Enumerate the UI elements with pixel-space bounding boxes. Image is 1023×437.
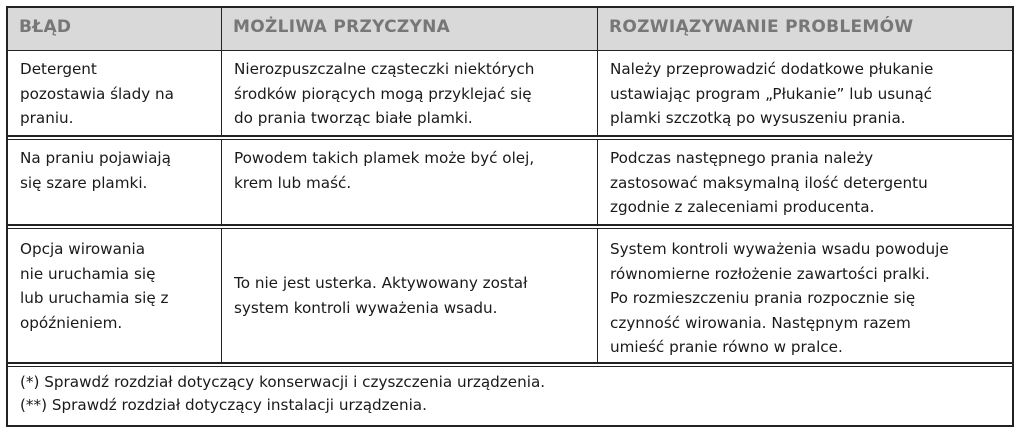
footnotes	[8, 363, 1012, 425]
row-cause: Nierozpuszczalne cząsteczki niektórych środków piorących mogą przyklejać się do prania tworząc białe plamki.	[222, 51, 598, 135]
header-error: BŁĄD	[8, 8, 222, 50]
header-cause: MOŻLIWA PRZYCZYNA	[222, 8, 598, 50]
header-solution: ROZWIĄZYWANIE PROBLEMÓW	[609, 17, 914, 37]
troubleshooting-table	[6, 6, 1014, 427]
row-solution: System kontroli wyważenia wsadu powoduje równomierne rozłożenie zawartości pralki. Po rozmieszczeniu prania rozpocznie się czynność wirowania. Następnym razem umieść pranie równo w pralce.	[610, 240, 949, 356]
row-cause: Powodem takich plamek może być olej, krem lub maść.	[222, 140, 598, 224]
row-cause	[222, 229, 598, 362]
row-solution: Podczas następnego prania należy zastosować maksymalną ilość detergentu zgodnie z zaleceniami producenta.	[610, 149, 928, 216]
table-row	[8, 51, 1012, 136]
table-header	[8, 8, 1012, 51]
table-row	[8, 225, 1012, 363]
row-error: Opcja wirowania nie uruchamia się lub uruchamia się z opóźnieniem.	[8, 229, 222, 362]
row-cause-text: To nie jest usterka. Aktywowany został system kontroli wyważenia wsadu.	[234, 274, 528, 317]
row-solution: Należy przeprowadzić dodatkowe płukanie ustawiając program „Płukanie” lub usunąć plamki szczotką po wysuszeniu prania.	[610, 60, 934, 127]
row-error: Na praniu pojawiają się szare plamki.	[8, 140, 222, 224]
row-error: Detergent pozostawia ślady na praniu.	[8, 51, 222, 135]
footnote: (**) Sprawdź rozdział dotyczący instalacji urządzenia.	[20, 396, 427, 414]
footnote: (*) Sprawdź rozdział dotyczący konserwacji i czyszczenia urządzenia.	[20, 373, 546, 391]
table-row	[8, 136, 1012, 225]
